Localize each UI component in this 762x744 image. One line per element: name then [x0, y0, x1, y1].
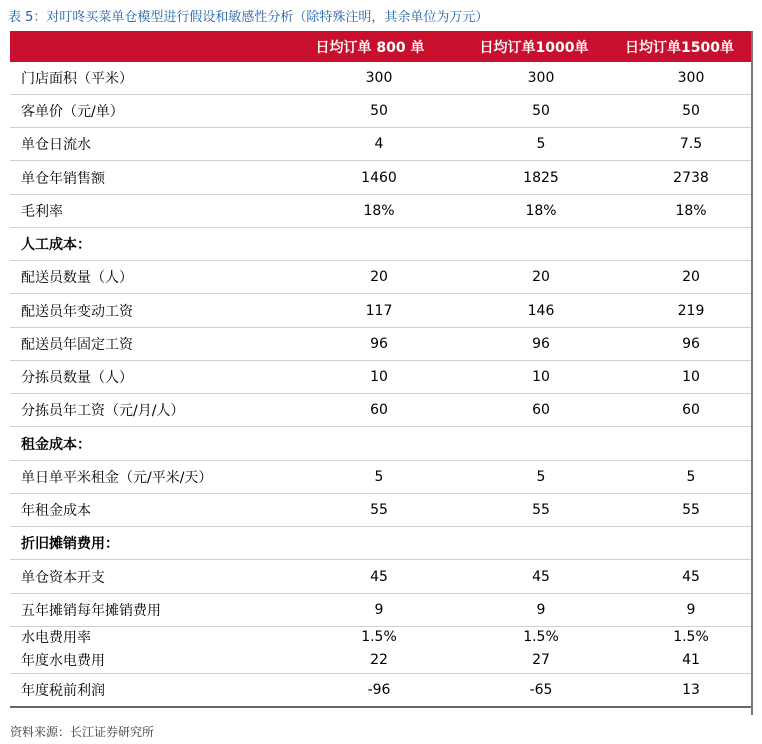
table-row [10, 560, 751, 594]
row-value: 9 [536, 602, 546, 618]
data-table [10, 31, 751, 708]
row-label: 年度水电费用 [21, 653, 105, 669]
row-value: 27 [532, 652, 550, 668]
row-value: 55 [370, 502, 388, 518]
table-row [10, 674, 751, 708]
row-label: 单日单平米租金（元/平米/天） [21, 470, 213, 486]
row-label: 五年摊销每年摊销费用 [21, 603, 161, 619]
row-value: 10 [532, 369, 550, 385]
table-row [10, 627, 751, 647]
row-value: 45 [370, 568, 388, 585]
row-value: -65 [529, 682, 553, 698]
row-value: 55 [682, 502, 700, 518]
table-row [10, 261, 751, 294]
table-row [10, 494, 751, 527]
row-value: 5 [536, 469, 546, 485]
row-label: 门店面积（平米） [21, 71, 133, 87]
table-row [10, 62, 751, 95]
row-value: 1.5% [673, 629, 709, 645]
table-caption: 表 5：对叮咚买菜单仓模型进行假设和敏感性分析（除特殊注明，其余单位为万元） [8, 10, 489, 25]
row-value: 50 [532, 103, 550, 119]
row-value: 5 [536, 136, 546, 152]
row-value: 1.5% [361, 629, 397, 645]
table-row [10, 361, 751, 394]
row-value: 96 [370, 336, 388, 352]
section-row [10, 228, 751, 261]
row-value: 5 [374, 469, 384, 485]
table-row [10, 328, 751, 361]
row-label: 客单价（元/单） [21, 104, 124, 120]
row-label: 人工成本： [21, 237, 91, 253]
row-value: 13 [682, 682, 700, 698]
table-row [10, 195, 751, 228]
section-row [10, 427, 751, 461]
row-value: 9 [686, 602, 696, 618]
row-label: 毛利率 [21, 204, 63, 220]
row-value: 96 [682, 336, 700, 352]
source-note: 资料来源：长江证券研究所 [10, 725, 155, 739]
table-row [10, 294, 751, 328]
row-value: 60 [682, 402, 700, 418]
row-value: 45 [682, 568, 700, 585]
row-value: 20 [682, 269, 700, 285]
row-label: 水电费用率 [21, 630, 91, 646]
table-right-border [751, 31, 753, 715]
row-value: 60 [532, 402, 550, 418]
row-value: 18% [675, 203, 707, 219]
row-value: 55 [532, 502, 550, 518]
row-label: 配送员数量（人） [21, 270, 133, 286]
row-value: 20 [370, 269, 388, 285]
table-row [10, 161, 751, 195]
row-label: 折旧摊销费用： [21, 536, 119, 552]
row-value: 50 [682, 103, 700, 119]
row-label: 租金成本： [21, 436, 91, 453]
row-value: 300 [527, 70, 555, 86]
row-value: 117 [365, 302, 393, 319]
row-value: 41 [682, 652, 700, 668]
row-value: 50 [370, 103, 388, 119]
table-row [10, 647, 751, 674]
row-value: 300 [365, 70, 393, 86]
row-value: 1460 [361, 169, 397, 186]
header-cell-1500: 日均订单1500单 [625, 39, 734, 56]
row-value: 1.5% [523, 629, 559, 645]
row-value: 18% [525, 203, 557, 219]
table-row [10, 128, 751, 161]
row-value: 18% [363, 203, 395, 219]
row-label: 配送员年固定工资 [21, 337, 133, 353]
row-value: 9 [374, 602, 384, 618]
row-label: 年度税前利润 [21, 683, 105, 699]
row-label: 年租金成本 [21, 503, 91, 519]
table-header [10, 31, 751, 62]
row-value: 7.5 [679, 136, 703, 152]
row-value: 2738 [673, 169, 709, 186]
table-row [10, 95, 751, 128]
row-label: 单仓年销售额 [21, 170, 105, 187]
row-value: 146 [527, 302, 555, 319]
row-value: 60 [370, 402, 388, 418]
row-value: 96 [532, 336, 550, 352]
row-value: 300 [677, 70, 705, 86]
row-value: 22 [370, 652, 388, 668]
row-value: 45 [532, 568, 550, 585]
table-row [10, 594, 751, 627]
table-row [10, 394, 751, 427]
table-row [10, 461, 751, 494]
row-label: 单仓资本开支 [21, 569, 105, 586]
row-label: 分拣员年工资（元/月/人） [21, 403, 185, 419]
row-value: 10 [682, 369, 700, 385]
row-label: 分拣员数量（人） [21, 370, 133, 386]
row-value: 4 [374, 136, 384, 152]
row-label: 配送员年变动工资 [21, 303, 133, 320]
header-cell-1000: 日均订单1000单 [479, 39, 589, 56]
row-value: 20 [532, 269, 550, 285]
row-value: 1825 [523, 169, 559, 186]
row-value: 10 [370, 369, 388, 385]
row-value: 5 [686, 469, 696, 485]
header-cell-800: 日均订单 800 单 [315, 39, 425, 56]
row-value: -96 [367, 682, 391, 698]
row-label: 单仓日流水 [21, 137, 91, 153]
row-value: 219 [677, 302, 705, 319]
section-row [10, 527, 751, 560]
